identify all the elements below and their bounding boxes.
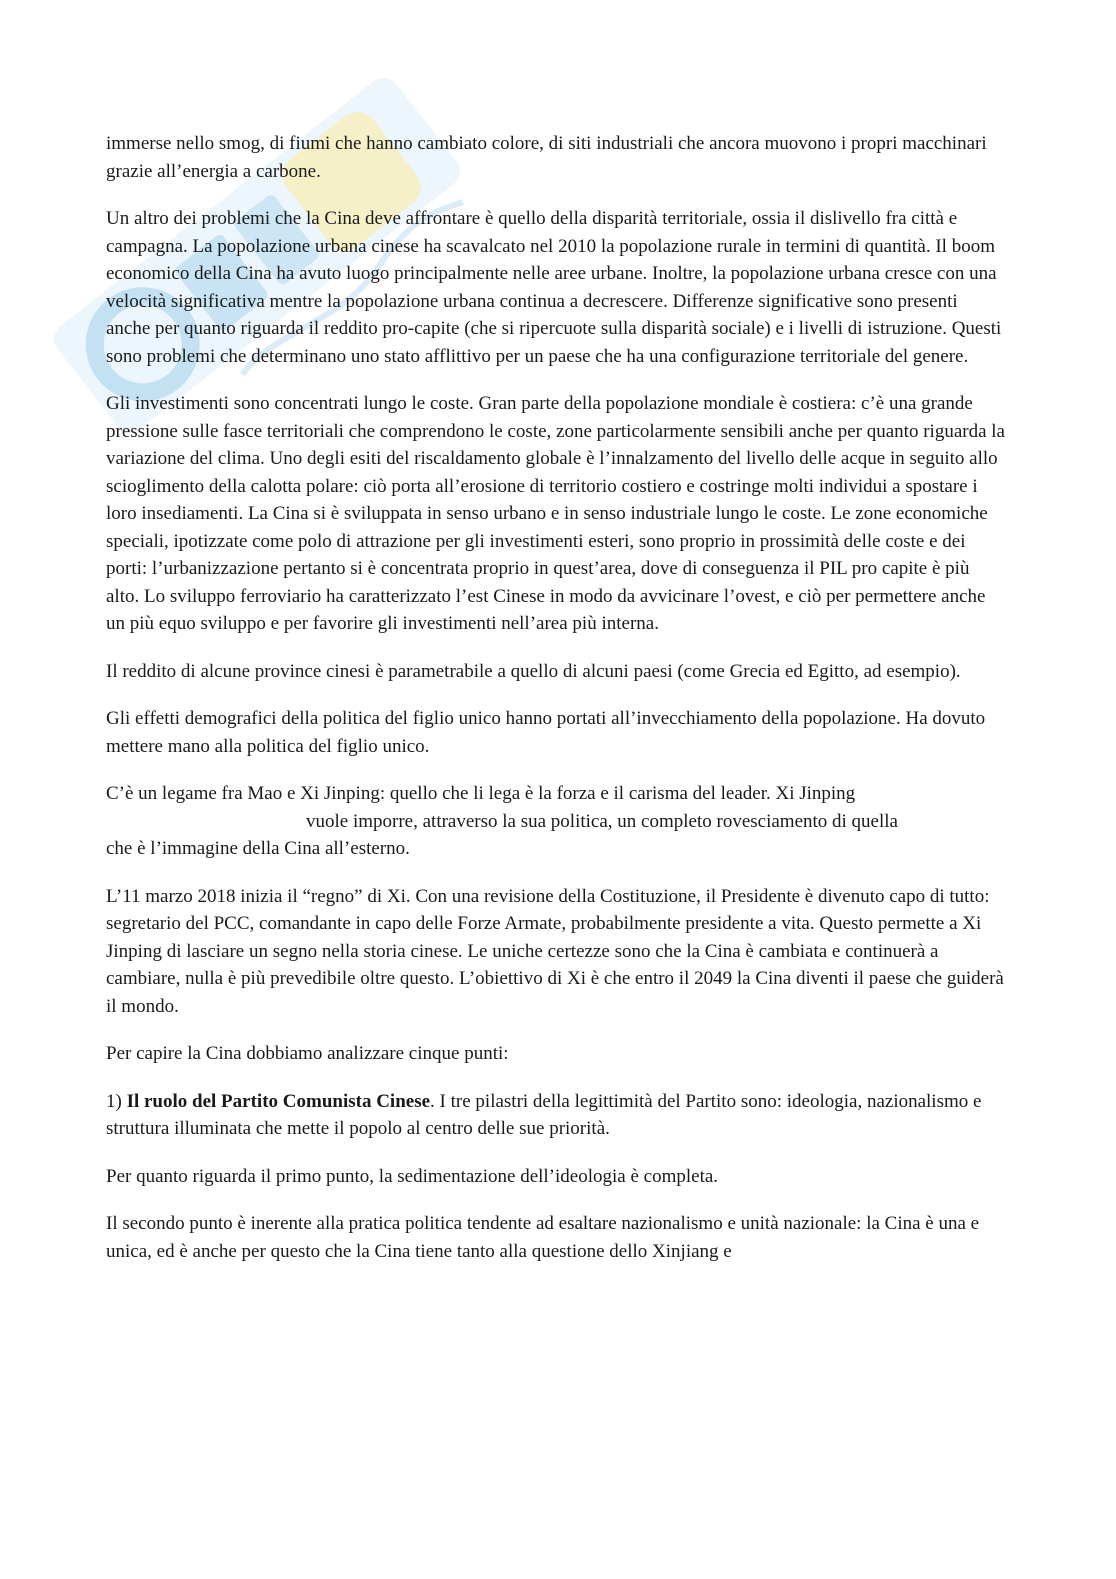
- paragraph-territorial-disparity: Un altro dei problemi che la Cina deve affrontare è quello della disparità territoriale, ossia il dislivello fra città e campagna. La popolazione urbana cinese ha scavalcato nel 2010 la popolazione rurale in termini di quantità. Il boom economico della Cina ha avuto luogo principalmente nelle aree urbane. Inoltre, la popolazione urbana cresce con una velocità significativa mentre la popolazione urbana continua a decrescere. Differenze significative sono presenti anche per quanto riguarda il reddito pro-capite (che si ripercuote sulla disparità sociale) e i livelli di istruzione. Questi sono problemi che determinano uno stato afflittivo per un paese che ha una configurazione territoriale del genere.: [106, 208, 1002, 367]
- mao-xi-line-1: C’è un legame fra Mao e Xi Jinping: quello che li lega è la forza e il carisma del leader. Xi Jinping: [106, 783, 856, 804]
- paragraph-nationalism: Il secondo punto è inerente alla pratica politica tendente ad esaltare nazionalismo e unità nazionale: la Cina è una e unica, ed è anche per questo che la Cina tiene tanto alla questione dello Xinjiang e: [106, 1213, 980, 1262]
- document-body: [106, 130, 1006, 1285]
- point-1-title: Il ruolo del Partito Comunista Cinese: [126, 1090, 431, 1112]
- point-1-text: . I tre pilastri della legittimità del Partito sono: ideologia, nazionalismo e struttura illuminata che mette il popolo al centro delle sue priorità.: [106, 1090, 982, 1139]
- paragraph-point-1: [106, 1088, 1006, 1143]
- paragraph-provincial-income: Il reddito di alcune province cinesi è parametrabile a quello di alcuni paesi (come Grecia ed Egitto, ad esempio).: [106, 660, 961, 682]
- paragraph-one-child-policy: Gli effetti demografici della politica del figlio unico hanno portati all’invecchiamento della popolazione. Ha dovuto mettere mano alla politica del figlio unico.: [106, 708, 986, 757]
- point-1-number: 1): [106, 1090, 122, 1112]
- paragraph-coastal-investments: Gli investimenti sono concentrati lungo le coste. Gran parte della popolazione mondiale è costiera: c’è una grande pressione sulle fasce territoriali che comprendono le coste, zone particolarmente sensibili anche per quanto riguarda la variazione del clima. Uno degli esiti del riscaldamento globale è l’innalzamento del livello delle acque in seguito allo scioglimento della calotta polare: ciò porta all’erosione di territorio costiero e costringe molti individui a spostare i loro insediamenti. La Cina si è sviluppata in senso urbano e in senso industriale lungo le coste. Le zone economiche speciali, ipotizzate come polo di attrazione per gli investimenti esteri, sono proprio in prossimità delle coste e dei porti: l’urbanizzazione pertanto si è concentrata proprio in quest’area, dove di conseguenza il PIL pro capite è più alto. Lo sviluppo ferroviario ha caratterizzato l’est Cinese in modo da avvicinare l’ovest, e ciò per permettere anche un più equo sviluppo e per favorire gli investimenti nell’area più interna.: [106, 393, 1005, 634]
- paragraph-xi-reign: L’11 marzo 2018 inizia il “regno” di Xi. Con una revisione della Costituzione, il Presidente è divenuto capo di tutto: segretario del PCC, comandante in capo delle Forze Armate, probabilmente presidente a vita. Questo permette a Xi Jinping di lasciare un segno nella storia cinese. Le uniche certezze sono che la Cina è cambiata e continuerà a cambiare, nulla è più prevedibile oltre questo. L’obiettivo di Xi è che entro il 2049 la Cina diventi il paese che guiderà il mondo.: [106, 885, 1004, 1017]
- paragraph-ideology: Per quanto riguarda il primo punto, la sedimentazione dell’ideologia è completa.: [106, 1165, 719, 1187]
- paragraph-smog: immerse nello smog, di fiumi che hanno cambiato colore, di siti industriali che ancora muovono i propri macchinari grazie all’energia a carbone.: [106, 133, 987, 182]
- paragraph-five-points-intro: Per capire la Cina dobbiamo analizzare cinque punti:: [106, 1043, 509, 1064]
- paragraph-mao-xi: [106, 780, 1006, 863]
- mao-xi-line-3: che è l’immagine della Cina all’esterno.: [106, 838, 410, 859]
- mao-xi-line-2: vuole imporre, attraverso la sua politica, un completo rovesciamento di quella: [306, 810, 898, 832]
